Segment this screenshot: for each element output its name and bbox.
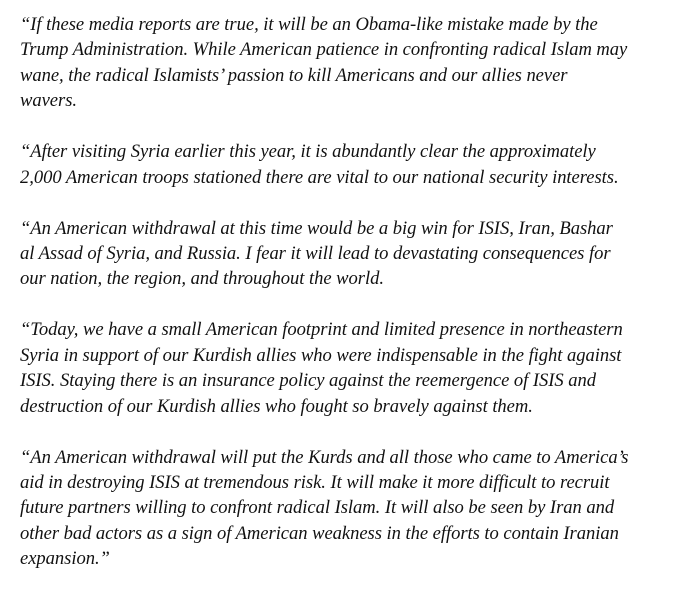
text-line: al Assad of Syria, and Russia. I fear it will lead to devastating consequences for	[20, 243, 611, 265]
text-line: aid in destroying ISIS at tremendous risk. It will make it more difficult to recruit	[20, 472, 610, 494]
text-line: future partners willing to confront radical Islam. It will also be seen by Iran and	[20, 497, 615, 519]
text-line: wane, the radical Islamists’ passion to kill Americans and our allies never	[20, 64, 568, 86]
text-line: “An American withdrawal at this time would be a big win for ISIS, Iran, Bashar	[20, 217, 613, 239]
text-line: “An American withdrawal will put the Kurds and all those who came to America’s	[20, 446, 629, 468]
text-line: 2,000 American troops stationed there are vital to our national security interests.	[20, 166, 619, 188]
text-line: wavers.	[20, 90, 77, 112]
text-line: “After visiting Syria earlier this year, it is abundantly clear the approximately	[20, 141, 596, 163]
text-line: our nation, the region, and throughout the world.	[20, 268, 384, 290]
text-line: “If these media reports are true, it will be an Obama-like mistake made by the	[20, 14, 598, 35]
text-line: ISIS. Staying there is an insurance policy against the reemergence of ISIS and	[20, 370, 596, 392]
text-line: expansion.”	[20, 548, 110, 570]
text-line: destruction of our Kurdish allies who fought so bravely against them.	[20, 395, 533, 417]
paragraph-kurds-at-risk	[20, 445, 684, 572]
text-line: Trump Administration. While American patience in confronting radical Islam may	[20, 39, 628, 61]
text-line: Syria in support of our Kurdish allies who were indispensable in the fight against	[20, 344, 622, 366]
paragraph-visiting-syria	[20, 139, 684, 190]
text-line: other bad actors as a sign of American weakness in the efforts to contain Iranian	[20, 522, 619, 544]
paragraph-small-footprint	[20, 317, 684, 419]
paragraph-obama-like-mistake	[20, 12, 684, 114]
statement-text	[20, 12, 684, 597]
paragraph-withdrawal-big-win	[20, 216, 684, 292]
text-line: “Today, we have a small American footprint and limited presence in northeastern	[20, 319, 623, 341]
